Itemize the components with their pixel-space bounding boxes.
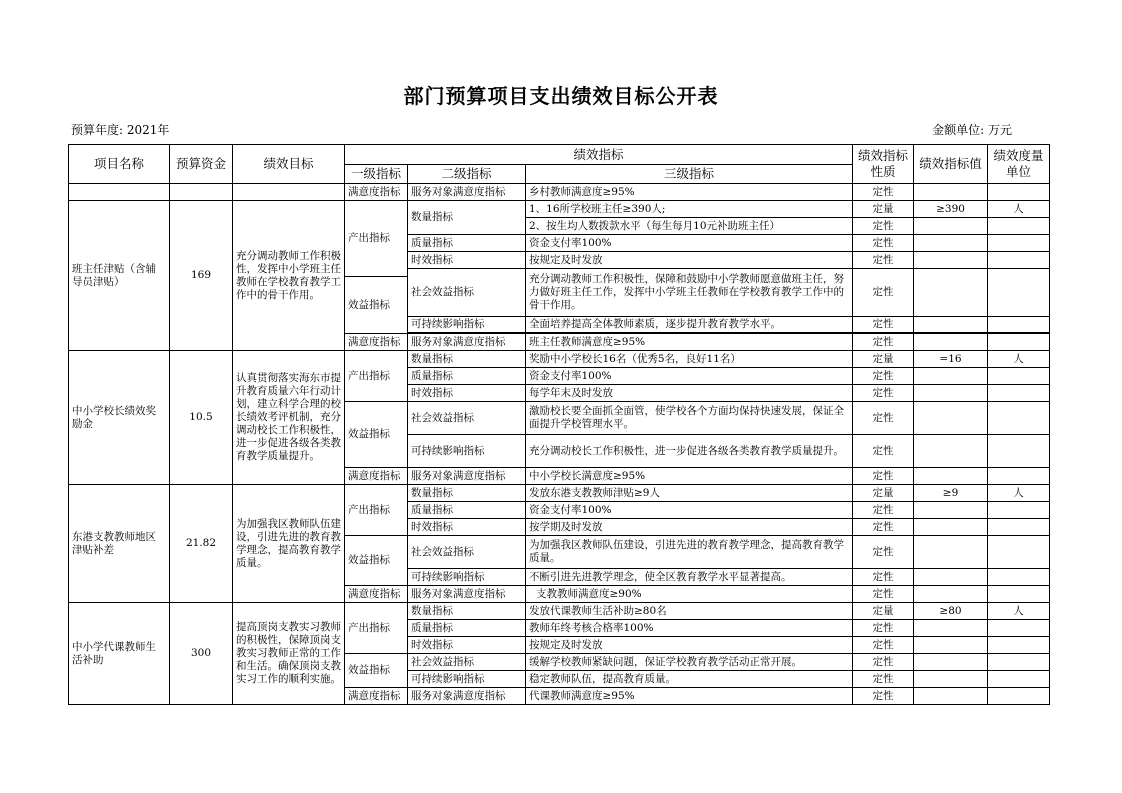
level2-cell: 社会效益指标 [408,536,526,569]
nature-cell: 定性 [853,468,914,485]
project-name-cell: 东港支教教师地区津贴补差 [69,485,170,603]
nature-cell: 定性 [853,502,914,519]
level2-cell: 时效指标 [408,252,526,269]
nature-cell: 定量 [853,603,914,620]
level3-cell: 资金支付率100% [526,502,853,519]
level2-cell: 服务对象满意度指标 [408,184,526,201]
level1-cell: 产出指标 [345,485,408,536]
level2-cell: 社会效益指标 [408,269,526,317]
nature-cell: 定性 [853,317,914,333]
nature-cell: 定性 [853,252,914,269]
nature-cell: 定性 [853,569,914,586]
project-name-cell: 班主任津贴（含辅导员津贴） [69,201,170,351]
level3-cell: 发放代课教师生活补助≥80名 [526,603,853,620]
nature-cell: 定性 [853,688,914,705]
level1-cell: 产出指标 [345,201,408,277]
project-budget-cell: 10.5 [170,351,233,485]
project-goal-cell: 充分调动教师工作积极性，发挥中小学班主任教师在学校教育教学工作中的骨干作用。 [233,201,345,351]
level2-cell: 质量指标 [408,235,526,252]
nature-cell: 定性 [853,536,914,569]
level2-cell: 质量指标 [408,502,526,519]
level1-cell: 满意度指标 [345,468,408,485]
level2-cell: 质量指标 [408,368,526,385]
nature-cell: 定性 [853,402,914,435]
level2-cell: 数量指标 [408,603,526,620]
table-row [69,351,1050,368]
level2-cell: 可持续影响指标 [408,569,526,586]
nature-cell: 定性 [853,235,914,252]
value-cell: ≥390 [914,201,988,218]
level3-cell: 1、16所学校班主任≥390人; [526,201,853,218]
project-goal-cell: 为加强我区教师队伍建设，引进先进的教育教学理念，提高教育教学质量。 [233,485,345,603]
project-goal-cell: 认真贯彻落实海东市提升教育质量六年行动计划，建立科学合理的校长绩效考评机制，充分调动校长工作积极性，进一步促进各级各类教育教学质量提升。 [233,351,345,485]
level1-cell: 效益指标 [345,277,408,334]
level3-cell: 支教教师满意度≥90% [526,586,853,603]
unit-cell: 人 [988,201,1050,218]
header-nature: 绩效指标性质 [853,145,914,184]
level3-cell: 稳定教师队伍，提高教育质量。 [526,671,853,688]
level3-cell: 资金支付率100% [526,235,853,252]
nature-cell: 定性 [853,586,914,603]
nature-cell: 定性 [853,637,914,654]
level3-cell: 按学期及时发放 [526,519,853,536]
level3-cell: 激励校长要全面抓全面管，使学校各个方面均保持快速发展，保证全面提升学校管理水平。 [526,402,853,435]
level3-cell: 按规定及时发放 [526,252,853,269]
level2-cell: 服务对象满意度指标 [408,468,526,485]
nature-cell: 定性 [853,368,914,385]
unit-cell: 人 [988,485,1050,502]
nature-cell: 定性 [853,269,914,317]
header-unit: 绩效度量单位 [988,145,1050,184]
level3-cell: 为加强我区教师队伍建设，引进先进的教育教学理念，提高教育教学质量。 [526,536,853,569]
project-budget-cell: 300 [170,603,233,705]
nature-cell: 定性 [853,519,914,536]
table-row [69,201,1050,218]
value-cell: =16 [914,351,988,368]
project-budget-cell: 169 [170,201,233,351]
nature-cell: 定性 [853,218,914,235]
amount-unit: 金额单位: 万元 [932,123,1012,137]
level3-cell: 按规定及时发放 [526,637,853,654]
header-level2: 二级指标 [408,165,526,184]
level2-cell: 可持续影响指标 [408,435,526,468]
nature-cell: 定量 [853,351,914,368]
level2-cell: 可持续影响指标 [408,671,526,688]
project-budget-cell: 21.82 [170,485,233,603]
level3-cell: 充分调动校长工作积极性，进一步促进各级各类教育教学质量提升。 [526,435,853,468]
project-name-cell: 中小学代课教师生活补助 [69,603,170,705]
level2-cell: 质量指标 [408,620,526,637]
table-row [69,485,1050,502]
level2-cell: 数量指标 [408,485,526,502]
level3-cell: 全面培养提高全体教师素质，逐步提升教育教学水平。 [526,317,853,333]
header-project-name: 项目名称 [69,145,170,184]
performance-table [68,144,1050,705]
header-budget: 预算资金 [170,145,233,184]
level2-cell: 社会效益指标 [408,402,526,435]
nature-cell: 定性 [853,334,914,351]
level1-cell: 满意度指标 [345,586,408,603]
header-goal: 绩效目标 [233,145,345,184]
level2-cell: 服务对象满意度指标 [408,688,526,705]
table-row [69,184,1050,201]
table-row [69,603,1050,620]
unit-cell: 人 [988,603,1050,620]
level1-cell: 满意度指标 [345,688,408,705]
level2-cell: 数量指标 [408,351,526,368]
nature-cell: 定性 [853,435,914,468]
project-name-cell: 中小学校长绩效奖励金 [69,351,170,485]
level3-cell: 班主任教师满意度≥95% [526,334,853,351]
level3-cell: 代课教师满意度≥95% [526,688,853,705]
nature-cell: 定性 [853,385,914,402]
value-cell: ≥9 [914,485,988,502]
header-value: 绩效指标值 [914,145,988,184]
nature-cell: 定量 [853,485,914,502]
level2-cell: 时效指标 [408,385,526,402]
level3-cell: 每学年末及时发放 [526,385,853,402]
level2-cell: 可持续影响指标 [408,317,526,333]
header-level3: 三级指标 [526,165,853,184]
level2-cell: 时效指标 [408,519,526,536]
level3-cell: 充分调动教师工作积极性，保障和鼓励中小学教师愿意做班主任，努力做好班主任工作，发挥中小学班主任教师在学校教育教学工作中的骨干作用。 [526,269,853,317]
nature-cell: 定性 [853,184,914,201]
level1-cell: 满意度指标 [345,334,408,351]
level3-cell: 发放东港支教教师津贴≥9人 [526,485,853,502]
level3-cell: 资金支付率100% [526,368,853,385]
level1-cell: 产出指标 [345,351,408,402]
level2-cell: 社会效益指标 [408,654,526,671]
level3-cell: 乡村教师满意度≥95% [526,184,853,201]
budget-year: 预算年度: 2021年 [71,123,170,137]
project-goal-cell: 提高顶岗支教实习教师的积极性，保障顶岗支教实习教师正常的工作和生活。确保顶岗支教实习工作的顺利实施。 [233,603,345,705]
level1-cell: 产出指标 [345,603,408,654]
level3-cell: 不断引进先进教学理念，使全区教育教学水平显著提高。 [526,569,853,586]
header-indicator-group: 绩效指标 [345,145,853,165]
level2-cell: 数量指标 [408,201,526,235]
level2-cell: 服务对象满意度指标 [408,586,526,603]
page-title: 部门预算项目支出绩效目标公开表 [403,84,719,108]
nature-cell: 定性 [853,620,914,637]
level2-cell: 时效指标 [408,637,526,654]
nature-cell: 定性 [853,654,914,671]
unit-cell: 人 [988,351,1050,368]
value-cell: ≥80 [914,603,988,620]
nature-cell: 定量 [853,201,914,218]
header-level1: 一级指标 [345,165,408,184]
level2-cell: 服务对象满意度指标 [408,334,526,351]
nature-cell: 定性 [853,671,914,688]
level1-cell: 效益指标 [345,536,408,586]
level3-cell: 奖励中小学校长16名（优秀5名，良好11名） [526,351,853,368]
level3-cell: 2、按生均人数拨款水平（每生每月10元补助班主任） [526,218,853,235]
level1-cell: 满意度指标 [345,184,408,201]
level3-cell: 教师年终考核合格率100% [526,620,853,637]
level1-cell: 效益指标 [345,654,408,688]
level3-cell: 中小学校长满意度≥95% [526,468,853,485]
level3-cell: 缓解学校教师紧缺问题，保证学校教育教学活动正常开展。 [526,654,853,671]
level1-cell: 效益指标 [345,402,408,468]
